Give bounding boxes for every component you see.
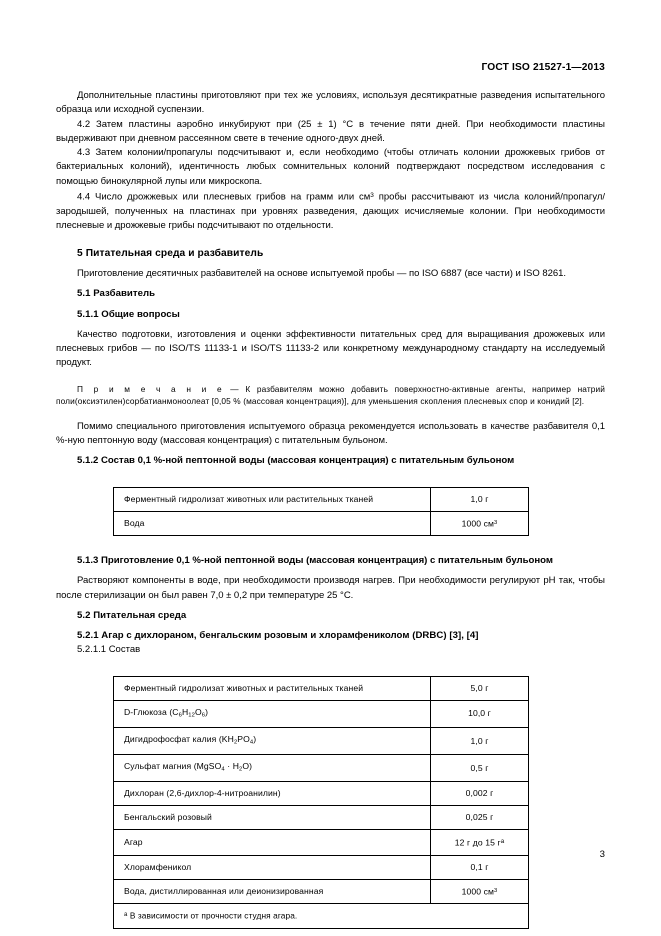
formula-mid: · H	[224, 761, 240, 772]
table-row	[114, 806, 528, 830]
paragraph-4-1-continuation: Дополнительные пластины приготовляют при тех же условиях, используя десятикратные разведения испытательного образца или исходной суспензии.	[56, 90, 605, 116]
table-cell-component-name: Хлорамфеникол	[114, 856, 431, 880]
paragraph-4-4-part1: 4.4 Число дрожжевых или плесневых грибов на грамм или см	[77, 191, 371, 203]
table-peptone-water	[114, 488, 528, 535]
heading-section-5-1-2: 5.1.2 Состав 0,1 %-ной пептонной воды (массовая концентрация) с питательным бульоном	[77, 455, 515, 467]
table-cell-component-name: Вода, дистиллированная или деионизированная	[114, 880, 431, 904]
page-content	[56, 0, 605, 929]
table-cell-quantity: 5,0 г	[431, 677, 529, 701]
table-drbc-composition	[114, 677, 528, 928]
heading-section-5-1: 5.1 Разбавитель	[77, 288, 156, 300]
formula-mid: H	[181, 706, 189, 717]
table-drbc-wrapper	[113, 676, 529, 929]
table-row	[114, 488, 528, 512]
table-cell-quantity: 0,1 г	[431, 856, 529, 880]
table-cell-component-name: Бенгальский розовый	[114, 806, 431, 830]
formula-suffix: )	[249, 761, 253, 772]
table-row	[114, 511, 528, 535]
paragraph-4-2: 4.2 Затем пластины аэробно инкубируют при (25 ± 1) °C в течение пяти дней. При необходимости пластины выдерживают при дневном рассеянном свете в течение одного-двух дней.	[56, 118, 605, 144]
paragraph-4-4-superscript: 3	[370, 191, 374, 199]
formula-sub: 6	[201, 711, 206, 718]
footnote-text: В зависимости от прочности студня агара.	[127, 910, 298, 921]
table-cell-component-name: Дихлоран (2,6-дихлор-4-нитроанилин)	[114, 782, 431, 806]
table-cell-component-name: Ферментный гидролизат животных и растительных тканей	[114, 677, 431, 701]
table-cell-quantity: 1,0 г	[431, 488, 529, 512]
quantity-value: 1000 см	[461, 886, 495, 897]
table-row-footnote	[114, 904, 528, 928]
table-row	[114, 782, 528, 806]
formula-suffix: )	[253, 733, 257, 744]
table-row	[114, 755, 528, 782]
paragraph-5-1-1: Качество подготовки, изготовления и оценки эффективности питательных сред для выращивания дрожжевых или плесневых грибов — по ISO/TS 11133-1 и ISO/TS 11133-2 или конкретному международному стандарту на исследуемый продукт.	[56, 328, 605, 369]
table-cell-quantity: 10,0 г	[431, 700, 529, 727]
note-label: П р и м е ч а н и е	[77, 383, 224, 394]
formula-prefix: Сульфат магния (MgSO	[124, 761, 222, 772]
formula-sub: 4	[249, 739, 254, 746]
table-cell-component-name: Агар	[114, 830, 431, 856]
heading-section-5-1-1: 5.1.1 Общие вопросы	[77, 308, 180, 320]
formula-suffix: )	[205, 706, 209, 717]
footnote-marker: а	[500, 838, 505, 846]
table-row	[114, 880, 528, 904]
table-row	[114, 700, 528, 727]
formula-prefix: D-Глюкоза (C	[124, 706, 179, 717]
table-cell-quantity: 0,5 г	[431, 755, 529, 782]
table-footnote	[114, 904, 528, 928]
formula-sub: 2	[239, 766, 243, 773]
table-cell-quantity: 0,025 г	[431, 806, 529, 830]
formula-mid: PO	[237, 733, 250, 744]
table-cell-component-name: Вода	[114, 511, 431, 535]
table-cell-quantity: 0,002 г	[431, 782, 529, 806]
footnote-marker: а	[124, 912, 128, 919]
formula-prefix: Дигидрофосфат калия (KH	[124, 733, 234, 744]
paragraph-5-1-3: Растворяют компоненты в воде, при необходимости производя нагрев. При необходимости регулируют pH так, чтобы после стерилизации он был равен 7,0 ± 0,2 при температуре 25 °C.	[56, 575, 605, 601]
quantity-superscript: 3	[494, 888, 498, 895]
page-number: 3	[599, 849, 605, 860]
paragraph-4-3: 4.3 Затем колонии/пропагулы подсчитывают и, если необходимо (чтобы отличать колонии дрожжевых грибов от бактериальных колоний), идентичность любых сомнительных колоний подтверждают посредством исследования с помощью бинокулярной лупы или микроскопа.	[56, 147, 605, 187]
note-text: — К разбавителям можно добавить поверхностно-активные агенты, например натрий поли(оксиэтилен)сорбатианмоноолеат [0,05 % (массовая концентрация)], для уменьшения скопления плесневых спор и конидий [2].	[56, 383, 605, 407]
formula-sub: 12	[188, 711, 195, 718]
formula-sub: 2	[233, 739, 238, 746]
table-row	[114, 727, 528, 754]
table-cell-quantity: 1,0 г	[431, 727, 529, 754]
heading-section-5-1-3: 5.1.3 Приготовление 0,1 %-ной пептонной воды (массовая концентрация) с питательным бульоном	[77, 555, 554, 567]
paragraph-5-1-1-after-note: Помимо специального приготовления испытуемого образца рекомендуется использовать в качестве разбавителя 0,1 %-ную пептонную воду (массовая концентрация) с питательным бульоном.	[56, 420, 605, 447]
table-cell-quantity	[431, 880, 529, 904]
table-cell-quantity	[431, 511, 529, 535]
table-cell-component-name	[114, 755, 431, 782]
formula-mid: O	[242, 761, 250, 772]
formula-sub: 4	[221, 766, 225, 773]
heading-section-5-2: 5.2 Питательная среда	[77, 609, 187, 621]
paragraph-4-4	[56, 189, 605, 233]
document-header-title: ГОСТ ISO 21527-1—2013	[481, 62, 605, 73]
quantity-superscript: 3	[494, 519, 498, 526]
note-dilutants	[56, 383, 605, 408]
table-cell-component-name	[114, 700, 431, 727]
heading-section-5-2-1-1: 5.2.1.1 Состав	[77, 644, 141, 656]
table-cell-component-name: Ферментный гидролизат животных или растительных тканей	[114, 488, 431, 512]
table-cell-component-name	[114, 727, 431, 754]
paragraph-section-5-intro: Приготовление десятичных разбавителей на основе испытуемой пробы — по ISO 6887 (все части) и ISO 8261.	[77, 268, 567, 280]
heading-section-5: 5 Питательная среда и разбавитель	[77, 248, 264, 260]
quantity-value: 12 г до 15 г	[454, 838, 501, 849]
paragraph-4-4-part2: пробы рассчитывают из числа колоний/пропагул/зародышей, полученных на пластинах при уровнях разведения, дающих исчисляемые колонии. При необходимости плесневые и дрожжевые грибы подсчитывают по отдельности.	[56, 191, 605, 231]
table-row	[114, 677, 528, 701]
table-peptone-water-wrapper	[113, 487, 529, 536]
formula-mid: O	[194, 706, 202, 717]
formula-sub: 6	[178, 711, 182, 718]
quantity-value: 1000 см	[461, 518, 495, 529]
heading-section-5-2-1: 5.2.1 Агар с дихлораном, бенгальским розовым и хлорамфениколом (DRBC) [3], [4]	[77, 630, 479, 642]
